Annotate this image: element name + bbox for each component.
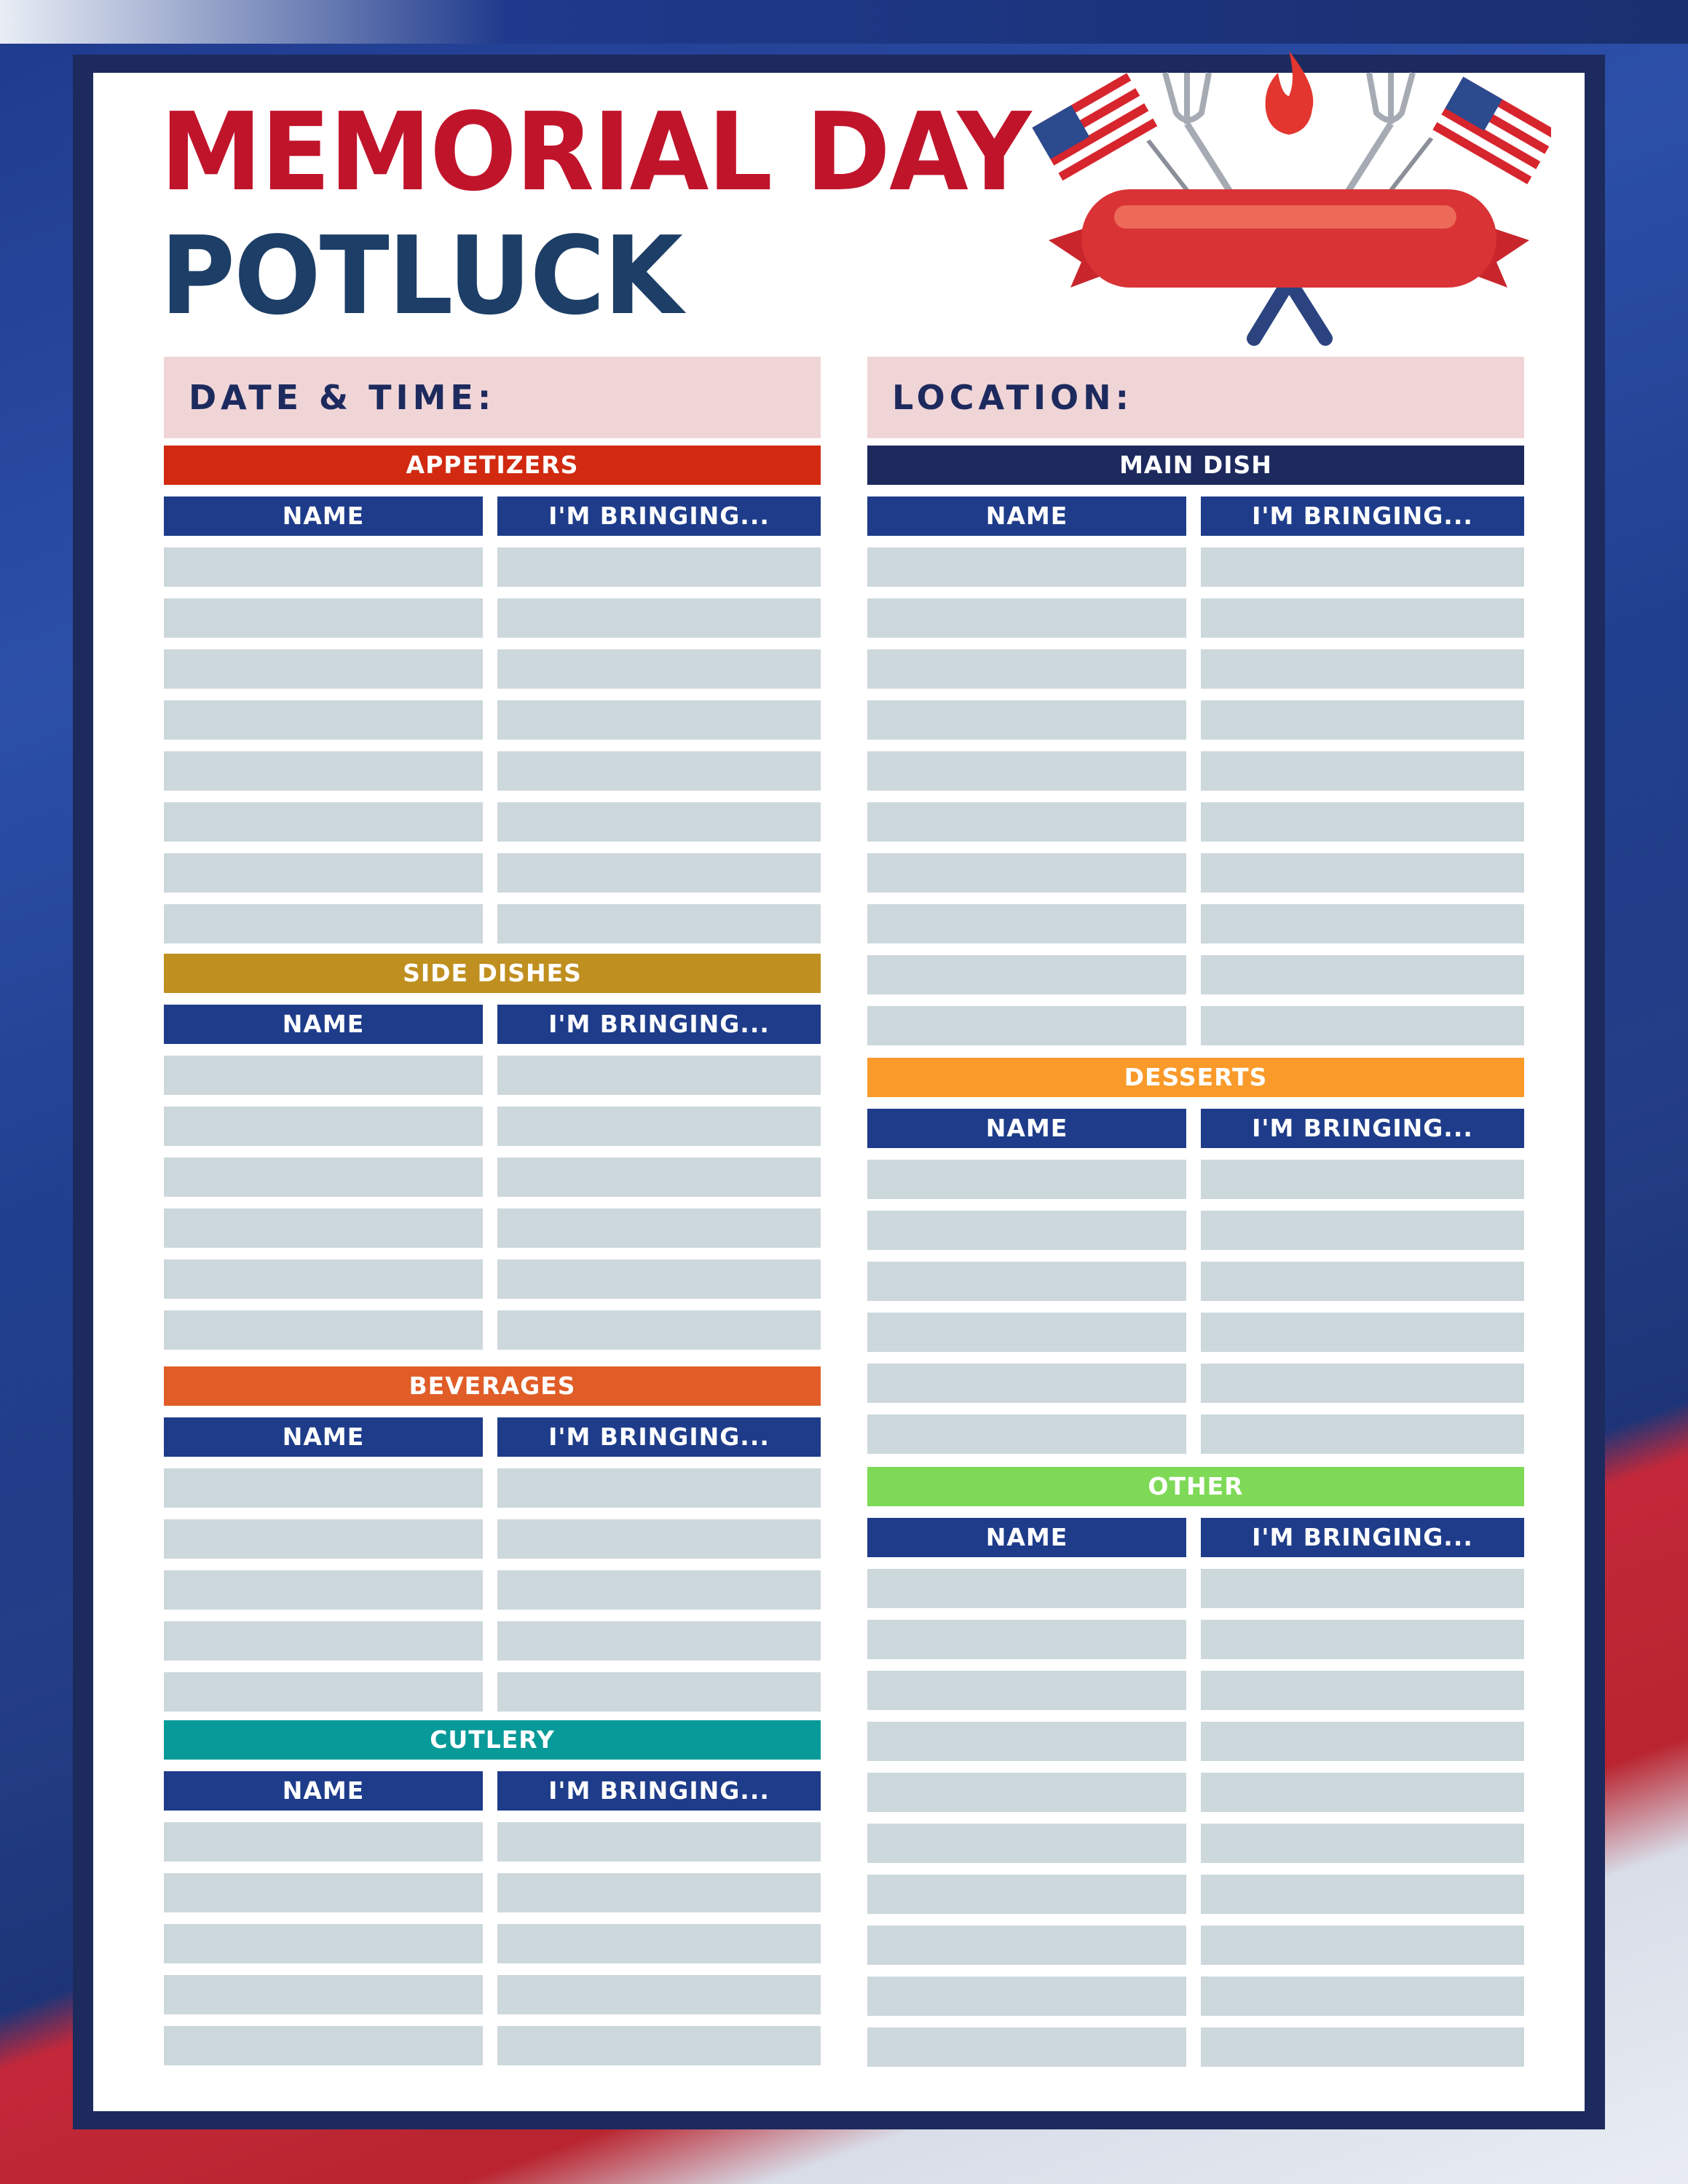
bringing-field[interactable]: [1201, 1006, 1524, 1045]
bringing-field[interactable]: [1201, 598, 1524, 638]
name-field[interactable]: [867, 904, 1186, 943]
name-field[interactable]: [867, 955, 1186, 994]
table-row: [164, 649, 821, 689]
bringing-field[interactable]: [1201, 1160, 1524, 1199]
bringing-field[interactable]: [497, 1873, 821, 1912]
bringing-field[interactable]: [1201, 1875, 1524, 1914]
table-row: [867, 1977, 1524, 2016]
table-row: [164, 1672, 821, 1712]
name-field[interactable]: [164, 1158, 483, 1197]
table-row: [867, 1569, 1524, 1608]
name-field[interactable]: [164, 1519, 483, 1559]
column-header-bringing: I'M BRINGING...: [1201, 1109, 1524, 1148]
table-row: [867, 649, 1524, 689]
bringing-field[interactable]: [1201, 547, 1524, 587]
bringing-field[interactable]: [1201, 1415, 1524, 1454]
column-headers: [164, 1417, 821, 1457]
bringing-field[interactable]: [497, 1468, 821, 1508]
section-side-dishes: [164, 954, 821, 1350]
bringing-field[interactable]: [1201, 700, 1524, 740]
bringing-field[interactable]: [497, 1056, 821, 1095]
name-field[interactable]: [867, 1364, 1186, 1403]
section-header-main-dish: MAIN DISH: [867, 446, 1524, 485]
column-header-name: NAME: [164, 1771, 483, 1811]
table-row: [867, 1160, 1524, 1199]
name-field[interactable]: [164, 2026, 483, 2065]
bringing-field[interactable]: [1201, 1313, 1524, 1352]
section-header-desserts: DESSERTS: [867, 1058, 1524, 1097]
table-row: [867, 2027, 1524, 2067]
name-field[interactable]: [164, 1310, 483, 1350]
us-flag-right-icon: [1429, 76, 1551, 191]
table-row: [867, 853, 1524, 893]
bringing-field[interactable]: [1201, 802, 1524, 842]
section-desserts: [867, 1058, 1524, 1454]
bringing-field[interactable]: [497, 1570, 821, 1610]
table-row: [164, 1621, 821, 1661]
bringing-field[interactable]: [497, 1924, 821, 1963]
location-label: LOCATION:: [892, 378, 1134, 417]
date-time-label: DATE & TIME:: [189, 378, 496, 417]
column-header-name: NAME: [867, 1109, 1186, 1148]
background-flag-top: [0, 0, 1688, 44]
name-field[interactable]: [867, 853, 1186, 893]
bringing-field[interactable]: [497, 1822, 821, 1861]
table-row: [164, 2026, 821, 2065]
bringing-field[interactable]: [1201, 1620, 1524, 1659]
table-row: [164, 1056, 821, 1095]
name-field[interactable]: [867, 1006, 1186, 1045]
table-row: [164, 853, 821, 893]
bringing-field[interactable]: [497, 1158, 821, 1197]
bringing-field[interactable]: [497, 1259, 821, 1299]
name-field[interactable]: [164, 1621, 483, 1661]
location-field[interactable]: [867, 357, 1524, 438]
name-field[interactable]: [164, 700, 483, 740]
name-field[interactable]: [164, 1056, 483, 1095]
bringing-field[interactable]: [497, 1310, 821, 1350]
bringing-field[interactable]: [1201, 1671, 1524, 1710]
column-headers: [867, 1109, 1524, 1148]
table-row: [867, 1620, 1524, 1659]
bringing-field[interactable]: [497, 802, 821, 842]
table-row: [164, 1158, 821, 1197]
table-row: [867, 1211, 1524, 1250]
column-header-bringing: I'M BRINGING...: [497, 1417, 821, 1457]
name-field[interactable]: [867, 1875, 1186, 1914]
bringing-field[interactable]: [497, 1519, 821, 1559]
bringing-field[interactable]: [497, 853, 821, 893]
table-row: [867, 1773, 1524, 1812]
bringing-field[interactable]: [497, 1621, 821, 1661]
column-header-bringing: I'M BRINGING...: [497, 496, 821, 536]
table-row: [867, 1262, 1524, 1301]
us-flag-left-icon: [1032, 73, 1161, 187]
bringing-field[interactable]: [1201, 1824, 1524, 1863]
bringing-field[interactable]: [497, 1672, 821, 1712]
table-row: [164, 547, 821, 587]
title-memorial-day: MEMORIAL DAY: [160, 90, 1030, 215]
table-row: [867, 955, 1524, 994]
bringing-field[interactable]: [1201, 1211, 1524, 1250]
section-header-other: OTHER: [867, 1467, 1524, 1506]
column-header-bringing: I'M BRINGING...: [1201, 1518, 1524, 1557]
table-row: [867, 1926, 1524, 1965]
column-header-bringing: I'M BRINGING...: [1201, 496, 1524, 536]
table-row: [164, 1822, 821, 1861]
name-field[interactable]: [164, 751, 483, 791]
bringing-field[interactable]: [497, 2026, 821, 2065]
bringing-field[interactable]: [1201, 1569, 1524, 1608]
section-header-beverages: BEVERAGES: [164, 1366, 821, 1406]
name-field[interactable]: [867, 802, 1186, 842]
name-field[interactable]: [867, 1620, 1186, 1659]
column-header-bringing: I'M BRINGING...: [497, 1771, 821, 1811]
table-row: [867, 1313, 1524, 1352]
sausage-icon: [1081, 189, 1496, 288]
table-row: [867, 1824, 1524, 1863]
section-header-cutlery: CUTLERY: [164, 1720, 821, 1760]
name-field[interactable]: [164, 598, 483, 638]
bringing-field[interactable]: [1201, 2027, 1524, 2067]
name-field[interactable]: [164, 802, 483, 842]
name-field[interactable]: [867, 1262, 1186, 1301]
bringing-field[interactable]: [497, 751, 821, 791]
bringing-field[interactable]: [1201, 853, 1524, 893]
name-field[interactable]: [164, 1468, 483, 1508]
column-header-bringing: I'M BRINGING...: [497, 1005, 821, 1044]
name-field[interactable]: [164, 1873, 483, 1912]
name-field[interactable]: [867, 751, 1186, 791]
table-row: [164, 751, 821, 791]
name-field[interactable]: [867, 1569, 1186, 1608]
bringing-field[interactable]: [1201, 751, 1524, 791]
table-row: [867, 1364, 1524, 1403]
column-headers: [867, 1518, 1524, 1557]
name-field[interactable]: [867, 1313, 1186, 1352]
table-row: [867, 802, 1524, 842]
flame-icon: [1266, 51, 1314, 135]
name-field[interactable]: [867, 1671, 1186, 1710]
section-header-side-dishes: SIDE DISHES: [164, 954, 821, 993]
bringing-field[interactable]: [497, 700, 821, 740]
table-row: [867, 1415, 1524, 1454]
bringing-field[interactable]: [497, 1208, 821, 1248]
name-field[interactable]: [867, 1977, 1186, 2016]
name-field[interactable]: [867, 2027, 1186, 2067]
section-other: [867, 1467, 1524, 2067]
name-field[interactable]: [867, 1773, 1186, 1812]
bringing-field[interactable]: [1201, 904, 1524, 943]
table-row: [164, 700, 821, 740]
table-row: [164, 904, 821, 943]
name-field[interactable]: [867, 649, 1186, 689]
table-row: [164, 1259, 821, 1299]
section-header-appetizers: APPETIZERS: [164, 446, 821, 485]
name-field[interactable]: [164, 1570, 483, 1610]
column-header-name: NAME: [867, 496, 1186, 536]
name-field[interactable]: [867, 1824, 1186, 1863]
bringing-field[interactable]: [497, 1107, 821, 1146]
name-field[interactable]: [867, 700, 1186, 740]
section-appetizers: [164, 446, 821, 943]
name-field[interactable]: [867, 547, 1186, 587]
column-headers: [164, 496, 821, 536]
bringing-field[interactable]: [1201, 1262, 1524, 1301]
table-row: [867, 1722, 1524, 1761]
name-field[interactable]: [867, 1160, 1186, 1199]
name-field[interactable]: [164, 1107, 483, 1146]
name-field[interactable]: [164, 1208, 483, 1248]
column-header-name: NAME: [164, 1005, 483, 1044]
name-field[interactable]: [867, 1415, 1186, 1454]
table-row: [867, 547, 1524, 587]
table-row: [164, 1873, 821, 1912]
table-row: [164, 1570, 821, 1610]
name-field[interactable]: [164, 1672, 483, 1712]
table-row: [867, 751, 1524, 791]
table-row: [164, 802, 821, 842]
table-row: [164, 1924, 821, 1963]
name-field[interactable]: [164, 1822, 483, 1861]
section-main-dish: [867, 446, 1524, 1045]
section-cutlery: [164, 1720, 821, 2065]
name-field[interactable]: [164, 1259, 483, 1299]
table-row: [164, 1519, 821, 1559]
column-header-name: NAME: [164, 496, 483, 536]
table-row: [867, 598, 1524, 638]
bringing-field[interactable]: [497, 904, 821, 943]
table-row: [164, 1975, 821, 2014]
bringing-field[interactable]: [497, 649, 821, 689]
bringing-field[interactable]: [497, 547, 821, 587]
bringing-field[interactable]: [497, 1975, 821, 2014]
column-headers: [867, 496, 1524, 536]
table-row: [867, 700, 1524, 740]
section-beverages: [164, 1366, 821, 1712]
date-time-field[interactable]: [164, 357, 821, 438]
table-row: [867, 904, 1524, 943]
column-headers: [164, 1771, 821, 1811]
name-field[interactable]: [164, 853, 483, 893]
name-field[interactable]: [867, 1926, 1186, 1965]
bringing-field[interactable]: [1201, 649, 1524, 689]
table-row: [164, 598, 821, 638]
table-row: [164, 1208, 821, 1248]
column-header-name: NAME: [164, 1417, 483, 1457]
table-row: [164, 1310, 821, 1350]
bringing-field[interactable]: [1201, 1926, 1524, 1965]
name-field[interactable]: [164, 547, 483, 587]
name-field[interactable]: [164, 904, 483, 943]
bringing-field[interactable]: [1201, 955, 1524, 994]
name-field[interactable]: [164, 1975, 483, 2014]
name-field[interactable]: [867, 598, 1186, 638]
table-row: [867, 1875, 1524, 1914]
column-headers: [164, 1005, 821, 1044]
table-row: [164, 1468, 821, 1508]
table-row: [867, 1671, 1524, 1710]
name-field[interactable]: [867, 1211, 1186, 1250]
name-field[interactable]: [164, 1924, 483, 1963]
title-potluck: POTLUCK: [160, 213, 682, 339]
bringing-field[interactable]: [497, 598, 821, 638]
bringing-field[interactable]: [1201, 1364, 1524, 1403]
column-header-name: NAME: [867, 1518, 1186, 1557]
name-field[interactable]: [867, 1722, 1186, 1761]
bbq-flags-emblem: [1027, 44, 1551, 357]
table-row: [164, 1107, 821, 1146]
bringing-field[interactable]: [1201, 1722, 1524, 1761]
bringing-field[interactable]: [1201, 1977, 1524, 2016]
table-row: [867, 1006, 1524, 1045]
name-field[interactable]: [164, 649, 483, 689]
bringing-field[interactable]: [1201, 1773, 1524, 1812]
